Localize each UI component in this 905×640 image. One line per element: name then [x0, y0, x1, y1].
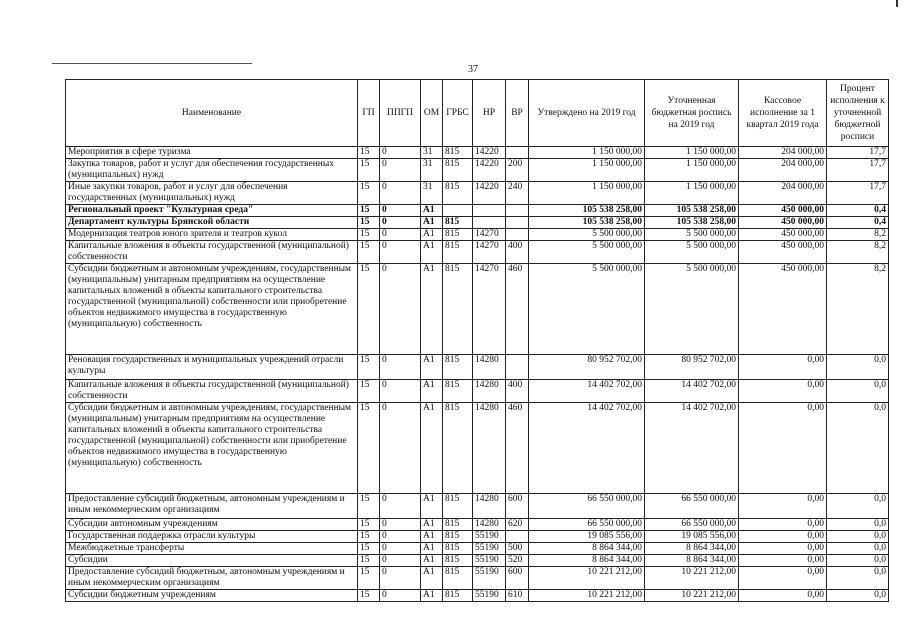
cell-approved: 1 150 000,00: [529, 182, 645, 205]
cell-gp: 15: [358, 403, 380, 494]
cell-approved: 10 221 212,00: [529, 567, 645, 590]
cell-percent: 0,0: [827, 543, 889, 555]
col-header-vr: ВР: [506, 80, 529, 147]
cell-nr: 14280: [473, 355, 506, 380]
cell-om: A1: [421, 403, 443, 494]
cell-vr: 610: [506, 590, 529, 602]
col-header-percent: Процент исполнения к уточненной бюджетной росписи: [827, 80, 889, 147]
cell-refined: 80 952 702,00: [645, 355, 739, 380]
cell-approved: 80 952 702,00: [529, 355, 645, 380]
cell-refined: 14 402 702,00: [645, 380, 739, 403]
cell-approved: 5 500 000,00: [529, 229, 645, 241]
cell-gp: 15: [358, 590, 380, 602]
cell-cash: 450 000,00: [739, 264, 827, 355]
cell-percent: 8,2: [827, 241, 889, 264]
cell-grbs: 815: [443, 147, 473, 159]
cell-om: 31: [421, 159, 443, 182]
table-row: [66, 403, 889, 494]
cell-grbs: 815: [443, 519, 473, 531]
cell-cash: 0,00: [739, 403, 827, 494]
cell-name: Межбюджетные трансферты: [66, 543, 358, 555]
cell-cash: 204 000,00: [739, 159, 827, 182]
cell-refined: 8 864 344,00: [645, 543, 739, 555]
cell-name: Мероприятия в сфере туризма: [66, 147, 358, 159]
cell-om: A1: [421, 494, 443, 519]
col-header-om: ОМ: [421, 80, 443, 147]
cell-percent: 0,0: [827, 519, 889, 531]
cell-refined: 8 864 344,00: [645, 555, 739, 567]
cell-cash: 0,00: [739, 590, 827, 602]
cell-nr: 55190: [473, 567, 506, 590]
table-row: [66, 182, 889, 205]
cell-refined: 66 550 000,00: [645, 519, 739, 531]
cell-ppgp: 0: [380, 590, 421, 602]
cell-approved: 66 550 000,00: [529, 494, 645, 519]
cell-approved: 19 085 556,00: [529, 531, 645, 543]
cell-vr: [506, 147, 529, 159]
cell-percent: 8,2: [827, 264, 889, 355]
cell-vr: 400: [506, 241, 529, 264]
cell-vr: 500: [506, 543, 529, 555]
cell-vr: [506, 205, 529, 217]
table-row: [66, 555, 889, 567]
cell-percent: 0,4: [827, 205, 889, 217]
cell-ppgp: 0: [380, 241, 421, 264]
cell-ppgp: 0: [380, 403, 421, 494]
cell-percent: 0,0: [827, 494, 889, 519]
cell-nr: 14270: [473, 241, 506, 264]
cell-grbs: 815: [443, 182, 473, 205]
cell-vr: 240: [506, 182, 529, 205]
cell-gp: 15: [358, 159, 380, 182]
cell-ppgp: 0: [380, 229, 421, 241]
cell-refined: 5 500 000,00: [645, 229, 739, 241]
table-row: [66, 543, 889, 555]
cell-om: A1: [421, 543, 443, 555]
col-header-name: Наименование: [66, 80, 358, 147]
cell-cash: 0,00: [739, 543, 827, 555]
cell-percent: 0,0: [827, 567, 889, 590]
cell-vr: [506, 531, 529, 543]
cell-ppgp: 0: [380, 205, 421, 217]
cell-nr: 14280: [473, 494, 506, 519]
cell-refined: 19 085 556,00: [645, 531, 739, 543]
col-header-approved: Утверждено на 2019 год: [529, 80, 645, 147]
cell-nr: 14280: [473, 380, 506, 403]
cell-ppgp: 0: [380, 147, 421, 159]
cell-om: A1: [421, 555, 443, 567]
cell-vr: 520: [506, 555, 529, 567]
cell-gp: 15: [358, 205, 380, 217]
cell-cash: 0,00: [739, 531, 827, 543]
cell-name: Иные закупки товаров, работ и услуг для обеспечения государственных (муниципальных) нужд: [66, 182, 358, 205]
cell-name: Субсидии: [66, 555, 358, 567]
cell-approved: 14 402 702,00: [529, 380, 645, 403]
cell-name: Реновация государственных и муниципальных учреждений отрасли культуры: [66, 355, 358, 380]
cell-approved: 105 538 258,00: [529, 217, 645, 229]
table-row: [66, 494, 889, 519]
cell-nr: 55190: [473, 543, 506, 555]
cell-nr: 14220: [473, 147, 506, 159]
table-row: [66, 147, 889, 159]
cell-approved: 8 864 344,00: [529, 555, 645, 567]
cell-cash: 450 000,00: [739, 229, 827, 241]
cell-percent: 0,0: [827, 355, 889, 380]
cell-vr: 620: [506, 519, 529, 531]
cell-cash: 0,00: [739, 355, 827, 380]
cell-gp: 15: [358, 264, 380, 355]
cell-nr: [473, 217, 506, 229]
table-header-row: [66, 80, 889, 147]
cell-nr: [473, 205, 506, 217]
cell-cash: 450 000,00: [739, 241, 827, 264]
cell-om: A1: [421, 229, 443, 241]
cell-vr: 460: [506, 264, 529, 355]
cell-name: Субсидии бюджетным и автономным учреждениям, государственным (муниципальным) унитарным предприятиям на осуществление капитальных вложений в объекты капитального строительства государственной (муниципальной) собственности или приобретение объектов недвижимого имущества в государственную (муниципальную) собственность: [66, 403, 358, 494]
table-body: [66, 147, 889, 602]
cell-gp: 15: [358, 380, 380, 403]
cell-approved: 66 550 000,00: [529, 519, 645, 531]
cell-gp: 15: [358, 567, 380, 590]
cell-gp: 15: [358, 555, 380, 567]
cell-om: A1: [421, 380, 443, 403]
cell-percent: 8,2: [827, 229, 889, 241]
cell-ppgp: 0: [380, 159, 421, 182]
cell-percent: 17,7: [827, 147, 889, 159]
cell-percent: 0,0: [827, 555, 889, 567]
cell-cash: 204 000,00: [739, 147, 827, 159]
cell-vr: 600: [506, 567, 529, 590]
cell-refined: 10 221 212,00: [645, 590, 739, 602]
cell-approved: 1 150 000,00: [529, 147, 645, 159]
cell-approved: 1 150 000,00: [529, 159, 645, 182]
cell-ppgp: 0: [380, 494, 421, 519]
cell-grbs: 815: [443, 241, 473, 264]
cell-ppgp: 0: [380, 543, 421, 555]
cell-om: A1: [421, 264, 443, 355]
cell-gp: 15: [358, 494, 380, 519]
cell-vr: [506, 355, 529, 380]
cell-grbs: 815: [443, 264, 473, 355]
table-row: [66, 229, 889, 241]
table-row: [66, 590, 889, 602]
cell-refined: 1 150 000,00: [645, 182, 739, 205]
cell-gp: 15: [358, 241, 380, 264]
cell-refined: 1 150 000,00: [645, 147, 739, 159]
footnote-rule: [52, 63, 252, 64]
cell-refined: 105 538 258,00: [645, 217, 739, 229]
cell-gp: 15: [358, 147, 380, 159]
cell-ppgp: 0: [380, 182, 421, 205]
cell-name: Капитальные вложения в объекты государственной (муниципальной) собственности: [66, 241, 358, 264]
cell-ppgp: 0: [380, 217, 421, 229]
cell-grbs: 815: [443, 380, 473, 403]
cell-om: A1: [421, 217, 443, 229]
cell-name: Департамент культуры Брянской области: [66, 217, 358, 229]
cell-grbs: [443, 205, 473, 217]
table-row: [66, 205, 889, 217]
cell-cash: 0,00: [739, 494, 827, 519]
cell-cash: 450 000,00: [739, 217, 827, 229]
cell-name: Предоставление субсидий бюджетным, автономным учреждениям и иным некоммерческим организациям: [66, 494, 358, 519]
cell-refined: 14 402 702,00: [645, 403, 739, 494]
cell-nr: 55190: [473, 531, 506, 543]
cell-approved: 105 538 258,00: [529, 205, 645, 217]
page-number: 37: [468, 64, 478, 75]
table-row: [66, 531, 889, 543]
cell-refined: 5 500 000,00: [645, 264, 739, 355]
cell-gp: 15: [358, 531, 380, 543]
cell-om: A1: [421, 205, 443, 217]
col-header-nr: НР: [473, 80, 506, 147]
table-row: [66, 519, 889, 531]
budget-table: [65, 79, 889, 602]
cell-cash: 0,00: [739, 519, 827, 531]
cell-om: A1: [421, 355, 443, 380]
cell-refined: 66 550 000,00: [645, 494, 739, 519]
cell-vr: [506, 229, 529, 241]
cell-name: Субсидии бюджетным и автономным учреждениям, государственным (муниципальным) унитарным предприятиям на осуществление капитальных вложений в объекты капитального строительства государственной (муниципальной) собственности или приобретение объектов недвижимого имущества в государственную (муниципальную) собственность: [66, 264, 358, 355]
cell-percent: 0,0: [827, 531, 889, 543]
col-header-gp: ГП: [358, 80, 380, 147]
cell-om: A1: [421, 531, 443, 543]
cell-name: Капитальные вложения в объекты государственной (муниципальной) собственности: [66, 380, 358, 403]
cell-om: 31: [421, 182, 443, 205]
cell-name: Субсидии бюджетным учреждениям: [66, 590, 358, 602]
cell-vr: 460: [506, 403, 529, 494]
cell-nr: 14280: [473, 403, 506, 494]
cell-approved: 5 500 000,00: [529, 264, 645, 355]
cell-approved: 10 221 212,00: [529, 590, 645, 602]
cell-percent: 0,0: [827, 380, 889, 403]
cell-grbs: 815: [443, 567, 473, 590]
cell-grbs: 815: [443, 159, 473, 182]
cell-percent: 0,0: [827, 403, 889, 494]
cell-name: Модернизация театров юного зрителя и театров кукол: [66, 229, 358, 241]
cell-name: Субсидии автономным учреждениям: [66, 519, 358, 531]
cell-grbs: 815: [443, 531, 473, 543]
col-header-ppgp: ППГП: [380, 80, 421, 147]
cell-grbs: 815: [443, 494, 473, 519]
cell-nr: 14270: [473, 264, 506, 355]
cell-nr: 14220: [473, 182, 506, 205]
table-row: [66, 217, 889, 229]
table-row: [66, 241, 889, 264]
cell-gp: 15: [358, 355, 380, 380]
table-row: [66, 159, 889, 182]
cell-approved: 8 864 344,00: [529, 543, 645, 555]
cell-nr: 14220: [473, 159, 506, 182]
cell-nr: 14270: [473, 229, 506, 241]
cell-name: Закупка товаров, работ и услуг для обеспечения государственных (муниципальных) нужд: [66, 159, 358, 182]
cell-gp: 15: [358, 182, 380, 205]
cell-percent: 0,0: [827, 590, 889, 602]
cell-grbs: 815: [443, 543, 473, 555]
cell-vr: 200: [506, 159, 529, 182]
cell-grbs: 815: [443, 355, 473, 380]
cell-ppgp: 0: [380, 531, 421, 543]
cell-refined: 10 221 212,00: [645, 567, 739, 590]
cell-cash: 450 000,00: [739, 205, 827, 217]
cell-cash: 0,00: [739, 380, 827, 403]
cell-nr: 14280: [473, 519, 506, 531]
cell-cash: 0,00: [739, 555, 827, 567]
cell-vr: 600: [506, 494, 529, 519]
table-row: [66, 355, 889, 380]
cell-ppgp: 0: [380, 380, 421, 403]
cell-om: A1: [421, 567, 443, 590]
cell-ppgp: 0: [380, 567, 421, 590]
table-row: [66, 380, 889, 403]
col-header-grbs: ГРБС: [443, 80, 473, 147]
cell-nr: 55190: [473, 555, 506, 567]
cell-vr: [506, 217, 529, 229]
cell-om: 31: [421, 147, 443, 159]
cell-name: Государственная поддержка отрасли культуры: [66, 531, 358, 543]
cell-om: A1: [421, 519, 443, 531]
cell-grbs: 815: [443, 555, 473, 567]
cell-grbs: 815: [443, 403, 473, 494]
col-header-cash: Кассовое исполнение за 1 квартал 2019 года: [739, 80, 827, 147]
cell-cash: 204 000,00: [739, 182, 827, 205]
cell-percent: 17,7: [827, 182, 889, 205]
cell-gp: 15: [358, 543, 380, 555]
col-header-refined: Уточненная бюджетная роспись на 2019 год: [645, 80, 739, 147]
cell-percent: 0,4: [827, 217, 889, 229]
cell-refined: 5 500 000,00: [645, 241, 739, 264]
cell-om: A1: [421, 590, 443, 602]
table-row: [66, 264, 889, 355]
cell-gp: 15: [358, 229, 380, 241]
cell-gp: 15: [358, 217, 380, 229]
cell-ppgp: 0: [380, 519, 421, 531]
cell-nr: 55190: [473, 590, 506, 602]
cell-om: A1: [421, 241, 443, 264]
cell-name: Региональный проект "Культурная среда": [66, 205, 358, 217]
cell-refined: 1 150 000,00: [645, 159, 739, 182]
table-row: [66, 567, 889, 590]
cell-name: Предоставление субсидий бюджетным, автономным учреждениям и иным некоммерческим организациям: [66, 567, 358, 590]
cell-gp: 15: [358, 519, 380, 531]
cell-percent: 17,7: [827, 159, 889, 182]
cell-ppgp: 0: [380, 555, 421, 567]
cell-refined: 105 538 258,00: [645, 205, 739, 217]
cell-ppgp: 0: [380, 264, 421, 355]
cell-grbs: 815: [443, 217, 473, 229]
cell-approved: 14 402 702,00: [529, 403, 645, 494]
cell-approved: 5 500 000,00: [529, 241, 645, 264]
cell-grbs: 815: [443, 229, 473, 241]
cell-vr: 400: [506, 380, 529, 403]
cell-cash: 0,00: [739, 567, 827, 590]
corner-mark: [896, 0, 898, 7]
cell-ppgp: 0: [380, 355, 421, 380]
cell-grbs: 815: [443, 590, 473, 602]
